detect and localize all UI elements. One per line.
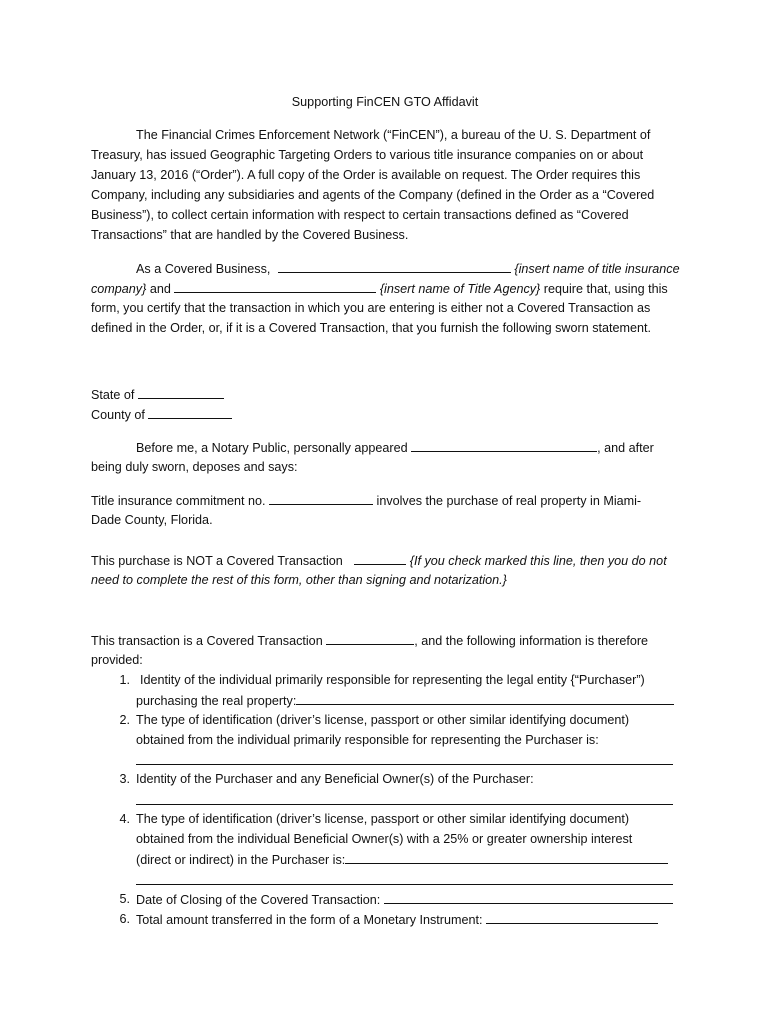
covered-and: and	[149, 282, 171, 296]
closing-date-blank[interactable]	[384, 891, 673, 904]
item-2-line-2: obtained from the individual primarily responsible for representing the Purchaser is:	[136, 733, 599, 747]
not-covered-line-1	[91, 552, 667, 569]
beneficial-owner-id-blank[interactable]	[345, 851, 668, 864]
is-covered-suffix: , and the following information is therefore	[414, 634, 649, 648]
covered-suffix: require that, using this	[543, 282, 668, 296]
notary-line-2: being duly sworn, deposes and says:	[91, 460, 298, 474]
item-number: 6.	[119, 912, 130, 926]
item-4-answer-line[interactable]	[136, 884, 673, 885]
intro-line-5: Business”), to collect certain information with respect to certain transactions defined as “Covered	[91, 208, 629, 222]
intro-line-3: January 13, 2016 (“Order”). A full copy of the Order is available on request. The Order requires this	[91, 168, 641, 182]
county-line	[91, 406, 232, 423]
county-label: County of	[91, 408, 145, 422]
intro-line-1: The Financial Crimes Enforcement Network (“FinCEN”), a bureau of the U. S. Department of	[136, 128, 651, 142]
intro-line-4: Company, including any subsidiaries and agents of the Company (defined in the Order as a “Covered	[91, 188, 655, 202]
purchaser-representative-blank[interactable]	[296, 692, 674, 705]
county-blank[interactable]	[148, 406, 232, 419]
notary-prefix: Before me, a Notary Public, personally appeared	[136, 441, 408, 455]
is-covered-line-1	[91, 632, 648, 649]
title-agency-blank[interactable]	[174, 280, 376, 293]
item-5-label: Date of Closing of the Covered Transaction:	[136, 893, 381, 907]
covered-line-4: defined in the Order, or, if it is a Covered Transaction, that you furnish the following sworn statement.	[91, 321, 652, 335]
item-2-line-1: The type of identification (driver’s license, passport or other similar identifying document)	[136, 713, 630, 727]
item-4-label: (direct or indirect) in the Purchaser is:	[136, 853, 346, 867]
not-covered-hint: {If you check marked this line, then you do not	[409, 554, 667, 568]
company-hint: company}	[91, 282, 147, 296]
is-covered-line-2: provided:	[91, 653, 143, 667]
item-4-line-3	[136, 851, 668, 868]
item-4-line-1: The type of identification (driver’s license, passport or other similar identifying document)	[136, 812, 630, 826]
item-number: 2.	[119, 713, 130, 727]
not-covered-line-2	[91, 572, 507, 588]
commitment-number-blank[interactable]	[269, 492, 373, 505]
is-covered-prefix: This transaction is a Covered Transaction	[91, 634, 323, 648]
state-label: State of	[91, 388, 135, 402]
item-number: 5.	[119, 892, 130, 906]
notary-suffix: , and after	[597, 441, 654, 455]
not-covered-check-blank[interactable]	[354, 552, 406, 565]
item-5-line-1	[136, 891, 673, 908]
title-agency-hint: {insert name of Title Agency}	[379, 282, 541, 296]
item-3-answer-line[interactable]	[136, 804, 673, 805]
commitment-prefix: Title insurance commitment no.	[91, 494, 266, 508]
monetary-instrument-amount-blank[interactable]	[486, 911, 658, 924]
commitment-line-1	[91, 492, 641, 509]
not-covered-hint-2: need to complete the rest of this form, other than signing and notarization.}	[91, 573, 507, 587]
title-insurance-hint: {insert name of title insurance	[514, 262, 680, 276]
state-line	[91, 386, 224, 403]
commitment-line-2: Dade County, Florida.	[91, 513, 213, 527]
item-1-line-1: Identity of the individual primarily responsible for representing the legal entity {“Purchaser”)	[140, 673, 645, 687]
item-6-label: Total amount transferred in the form of a Monetary Instrument:	[136, 913, 483, 927]
notary-line-1	[136, 439, 654, 456]
item-3-line-1: Identity of the Purchaser and any Beneficial Owner(s) of the Purchaser:	[136, 772, 534, 786]
item-6-line-1	[136, 911, 658, 928]
intro-line-2: Treasury, has issued Geographic Targeting Orders to various title insurance companies on or about	[91, 148, 644, 162]
item-1-label: purchasing the real property:	[136, 694, 297, 708]
item-1-line-2	[136, 692, 674, 709]
item-4-line-2: obtained from the individual Beneficial Owner(s) with a 25% or greater ownership interest	[136, 832, 633, 846]
page-title: Supporting FinCEN GTO Affidavit	[291, 95, 479, 109]
covered-line-2	[91, 280, 668, 297]
covered-line-1	[136, 260, 680, 277]
is-covered-check-blank[interactable]	[326, 632, 414, 645]
item-number: 1.	[119, 673, 130, 687]
item-number: 3.	[119, 772, 130, 786]
title-insurance-company-blank[interactable]	[278, 260, 511, 273]
item-2-answer-line[interactable]	[136, 764, 673, 765]
covered-line-3: form, you certify that the transaction in which you are entering is either not a Covered Transaction as	[91, 301, 651, 315]
state-blank[interactable]	[138, 386, 224, 399]
item-number: 4.	[119, 812, 130, 826]
affiant-name-blank[interactable]	[411, 439, 597, 452]
covered-prefix: As a Covered Business,	[136, 262, 271, 276]
commitment-suffix: involves the purchase of real property in Miami-	[376, 494, 642, 508]
intro-line-6: Transactions” that are handled by the Covered Business.	[91, 228, 409, 242]
not-covered-prefix: This purchase is NOT a Covered Transaction	[91, 554, 343, 568]
